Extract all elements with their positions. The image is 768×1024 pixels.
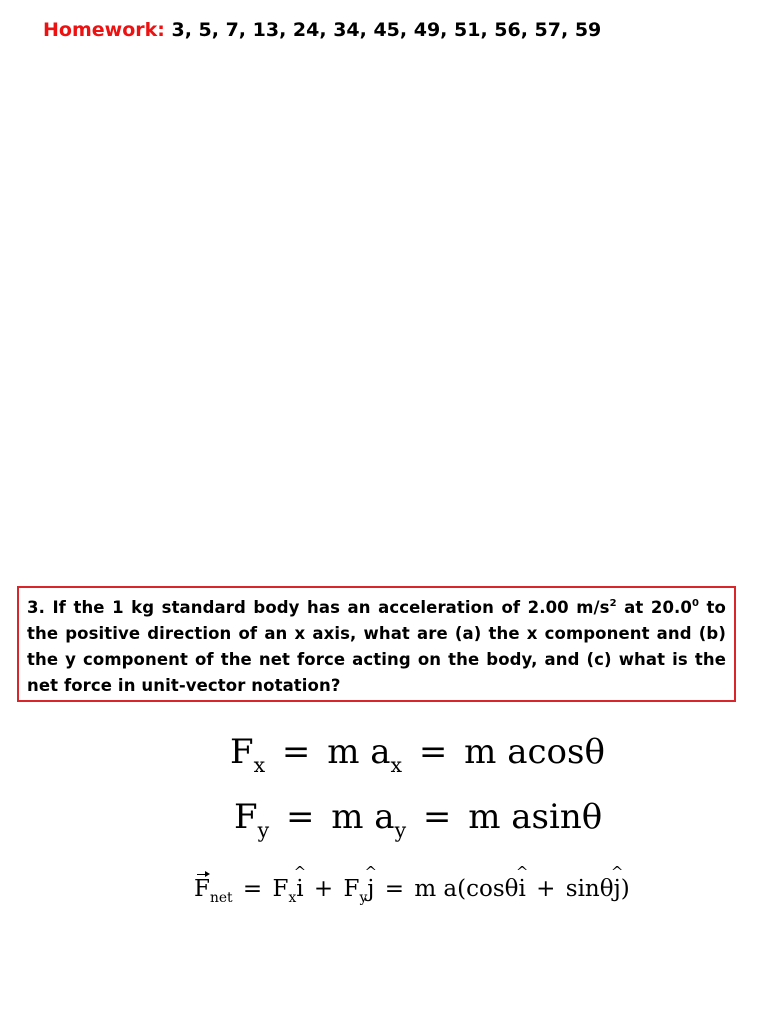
eq2-lhs: F	[234, 797, 258, 837]
eq3-i-hat: i ^	[296, 876, 303, 902]
equation-fy	[234, 797, 603, 843]
eq2-rhs: m asinθ	[468, 797, 603, 837]
eq3-rhs-mid: sinθ	[565, 876, 614, 902]
homework-line	[43, 19, 601, 41]
problem-text-part3: to the positive direction of an x axis, what are (a) the x component and (b) the y component of the net force acting on the body, and (c) what is the net force in unit-vector notation?	[27, 598, 726, 695]
eq2-lhs-sub: y	[257, 818, 270, 843]
homework-label: Homework:	[43, 19, 165, 41]
eq3-term2-sub: y	[359, 890, 368, 907]
eq3-rhs-j-hat: j ^	[614, 876, 621, 902]
eq3-term2: F	[343, 876, 360, 902]
problem-statement-box	[17, 586, 736, 702]
eq3-j-hat: j ^	[367, 876, 374, 902]
problem-superscript-degree: 0	[692, 598, 700, 609]
eq3-plus-2: +	[536, 876, 556, 902]
homework-problem-list: 3, 5, 7, 13, 24, 34, 45, 49, 51, 56, 57, 59	[171, 19, 602, 41]
eq2-equals-2: =	[422, 797, 452, 837]
eq3-term1-sub: x	[288, 890, 297, 907]
eq1-lhs: F	[230, 732, 254, 772]
eq1-mid-sub: x	[390, 753, 403, 778]
eq3-equals-1: =	[242, 876, 263, 902]
problem-text-part2: at 20.0	[616, 598, 692, 617]
equation-fx	[230, 732, 605, 778]
eq3-rhs-end: )	[620, 876, 630, 902]
eq3-term1: F	[272, 876, 289, 902]
eq1-equals-2: =	[418, 732, 448, 772]
eq2-equals-1: =	[285, 797, 315, 837]
eq2-mid-sub: y	[394, 818, 407, 843]
eq3-equals-2: =	[384, 876, 404, 902]
eq3-rhs-i-hat: i ^	[519, 876, 526, 902]
eq1-lhs-sub: x	[253, 753, 266, 778]
problem-text-part1: 3. If the 1 kg standard body has an acceleration of 2.00 m/s	[27, 598, 610, 617]
eq2-mid: m a	[331, 797, 395, 837]
eq3-lhs-vector: F	[194, 876, 210, 902]
eq1-equals-1: =	[281, 732, 311, 772]
eq3-rhs-start: m a(cosθ	[414, 876, 519, 902]
problem-superscript-squared: 2	[609, 598, 617, 609]
eq1-mid: m a	[327, 732, 391, 772]
eq3-lhs-sub: net	[209, 890, 233, 907]
eq3-plus-1: +	[313, 876, 334, 902]
eq1-rhs: m acosθ	[464, 732, 605, 772]
equation-fnet	[194, 876, 630, 907]
